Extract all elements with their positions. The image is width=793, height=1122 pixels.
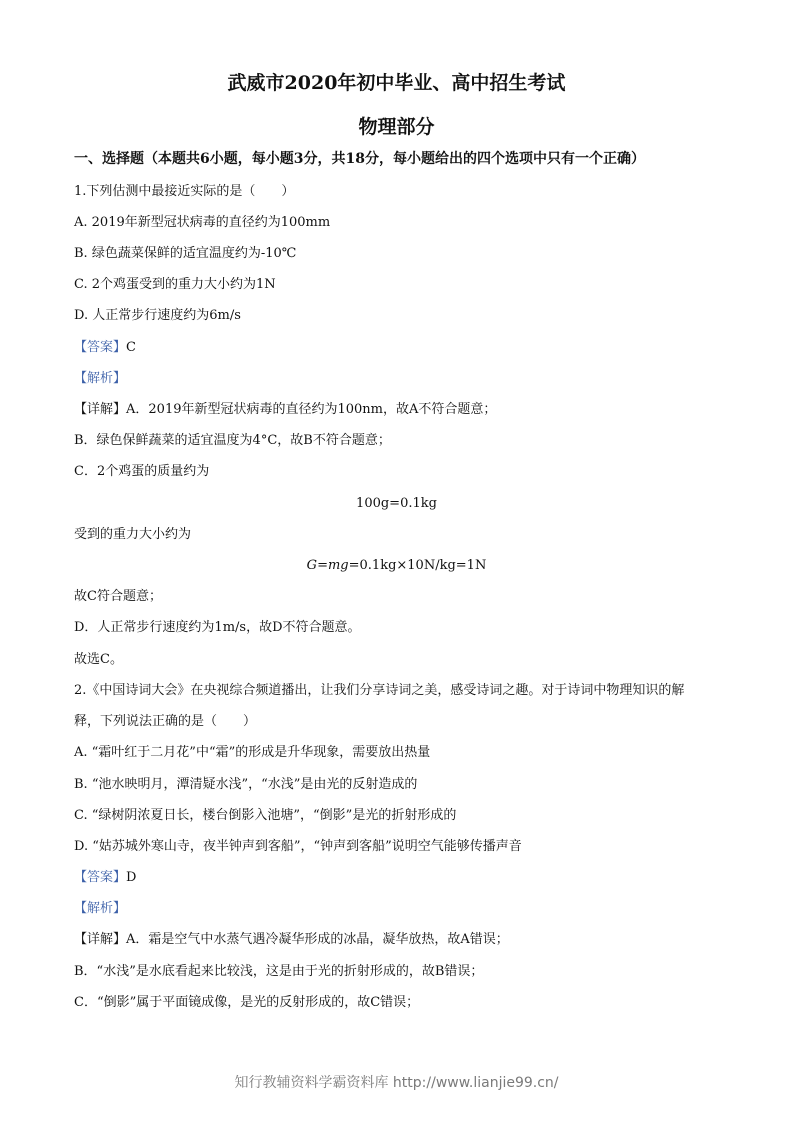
answer-label: 【答案】 [74,870,127,885]
detail-label: 【详解】 [74,932,127,947]
exam-subtitle: 物理部分 [358,116,435,138]
formula-eq: = [317,558,328,573]
q2-detail-b: B．“水浅”是水底看起来比较浅，这是由于光的折射形成的，故B错误； [74,964,484,979]
formula-mg: mg [327,558,349,573]
formula-g: G [306,558,318,573]
q1-detail-b: B．绿色保鲜蔬菜的适宜温度为4°C，故B不符合题意； [74,433,391,448]
answer-value: C [126,340,136,355]
q2-detail-a [74,931,509,949]
exam-title: 武威市2020年初中毕业、高中招生考试 [227,72,566,94]
q2-option-d: D. “姑苏城外寒山寺，夜半钟声到客船”，“钟声到客船”说明空气能够传播声音 [74,839,522,854]
q2-option-b: B. “池水映明月，潭清疑水浅”，“水浅”是由光的反射造成的 [74,777,418,792]
q2-answer [74,869,136,887]
detail-text: A．2019年新型冠状病毒的直径约为100nm，故A不符合题意； [126,402,497,417]
q1-option-d: D. 人正常步行速度约为6m/s [74,308,241,323]
q1-stem: 1.下列估测中最接近实际的是（ ） [74,184,295,199]
formula-rest: =0.1kg×10N/kg=1N [348,558,487,573]
section-heading: 一、选择题（本题共6小题，每小题3分，共18分，每小题给出的四个选项中只有一个正确） [74,151,645,167]
q1-gravity-intro: 受到的重力大小约为 [74,527,192,542]
q1-formula-gravity [0,557,793,575]
q1-detail-c: C．2个鸡蛋的质量约为 [74,464,210,479]
q1-option-b: B. 绿色蔬菜保鲜的适宜温度约为-10℃ [74,246,297,261]
q2-option-c: C. “绿树阴浓夏日长，楼台倒影入池塘”，“倒影”是光的折射形成的 [74,808,457,823]
q1-formula-mass: 100g=0.1kg [356,496,437,511]
answer-value: D [126,870,137,885]
q1-c-fits: 故C符合题意； [74,589,162,604]
q1-detail-a [74,401,496,419]
q2-stem-line1: 2.《中国诗词大会》在央视综合频道播出，让我们分享诗词之美，感受诗词之趣。对于诗词中物理知识的解 [74,683,685,698]
detail-text: A．霜是空气中水蒸气遇冷凝华形成的冰晶，凝华放热，故A错误； [126,932,509,947]
q2-analysis-label: 【解析】 [74,901,127,916]
q1-conclusion: 故选C。 [74,652,123,667]
detail-label: 【详解】 [74,402,127,417]
q2-option-a: A. “霜叶红于二月花”中“霜”的形成是升华现象，需要放出热量 [74,745,431,760]
q2-detail-c: C．“倒影”属于平面镜成像，是光的反射形成的，故C错误； [74,995,420,1010]
footer-watermark: 知行教辅资料学霸资料库 http://www.lianjie99.cn/ [234,1075,559,1091]
q1-analysis-label: 【解析】 [74,371,127,386]
answer-label: 【答案】 [74,340,127,355]
q1-option-c: C. 2个鸡蛋受到的重力大小约为1N [74,277,276,292]
q1-option-a: A. 2019年新型冠状病毒的直径约为100mm [74,215,331,230]
q1-detail-d: D．人正常步行速度约为1m/s，故D不符合题意。 [74,620,361,635]
q1-answer [74,339,136,357]
q2-stem-line2: 释，下列说法正确的是（ ） [74,714,257,729]
